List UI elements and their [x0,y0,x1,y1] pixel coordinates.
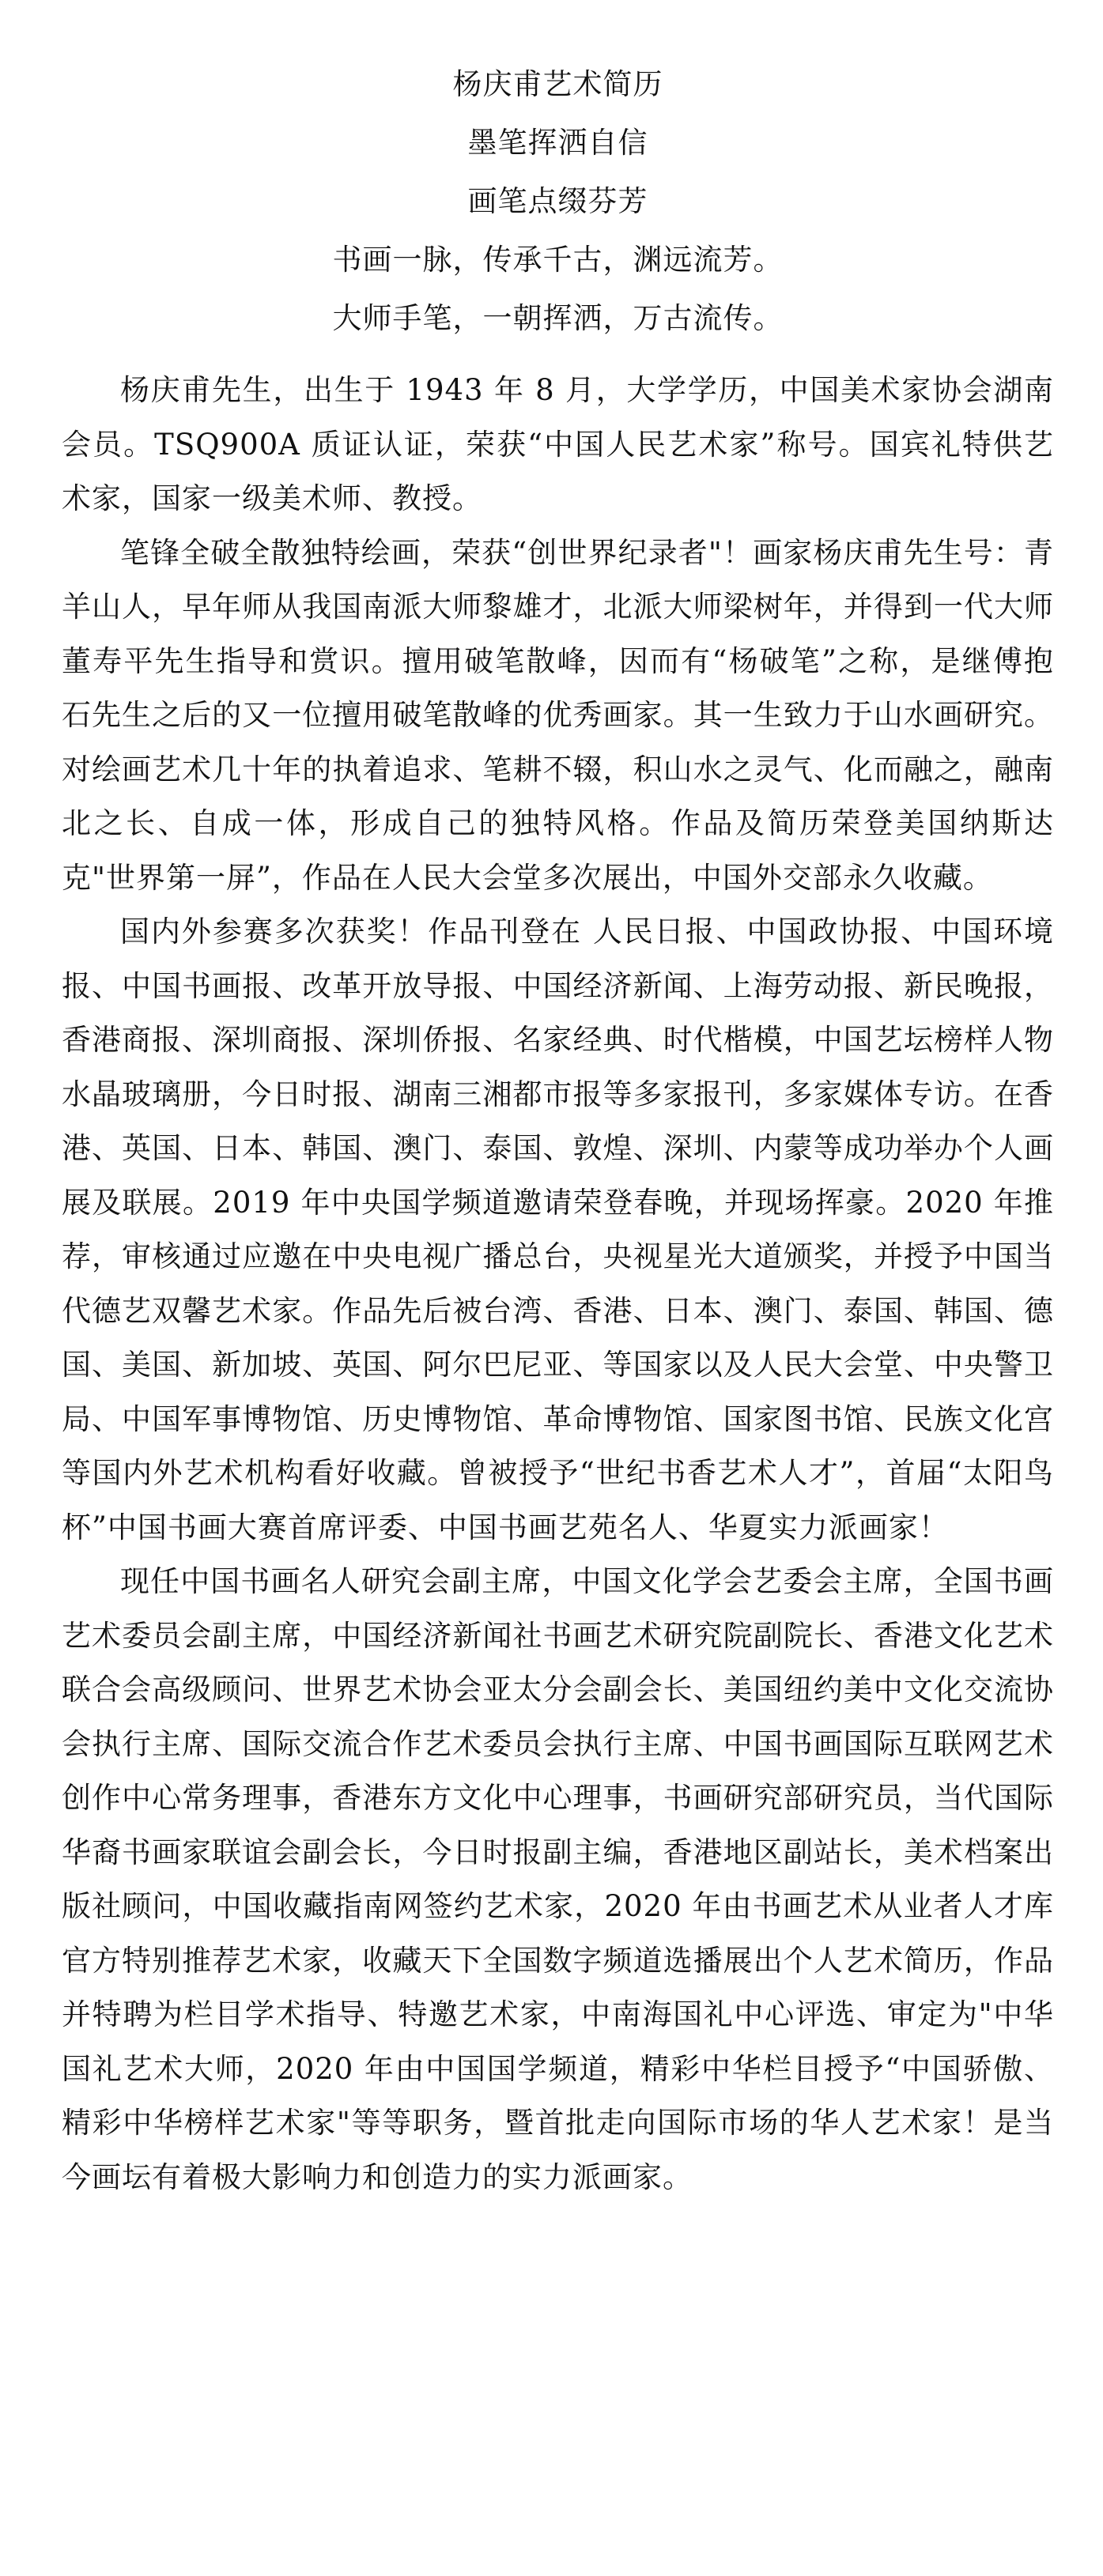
paragraph-intro: 杨庆甫先生，出生于 1943 年 8 月，大学学历，中国美术家协会湖南会员。TSQ900A 质证认证，荣获“中国人民艺术家”称号。国宾礼特供艺术家，国家一级美术师、教授。 [62,373,1054,515]
document-title: 杨庆甫艺术简历 [452,67,663,101]
paragraph-style: 笔锋全破全散独特绘画，荣获“创世界纪录者"！画家杨庆甫先生号：青羊山人，早年师从我国南派大师黎雄才，北派大师梁树年，并得到一代大师董寿平先生指导和赏识。擅用破笔散峰，因而有“杨破笔”之称，是继傅抱石先生之后的又一位擅用破笔散峰的优秀画家。其一生致力于山水画研究。对绘画艺术几十年的执着追求、笔耕不辍，积山水之灵气、化而融之，融南北之长、自成一体，形成自己的独特风格。作品及简历荣登美国纳斯达克"世界第一屏”，作品在人民大会堂多次展出，中国外交部永久收藏。 [62,535,1054,895]
biography-body [62,364,1054,2204]
heading-block [62,55,1054,348]
subtitle-line-1: 墨笔挥洒自信 [467,126,648,160]
motto-line-2: 大师手笔，一朝挥洒，万古流传。 [332,301,784,335]
motto-line-1: 书画一脉，传承千古，渊远流芳。 [332,243,784,277]
subtitle-line-2: 画笔点缀芬芳 [467,184,648,218]
paragraph-awards: 国内外参赛多次获奖！作品刊登在 人民日报、中国政协报、中国环境报、中国书画报、改革开放导报、中国经济新闻、上海劳动报、新民晚报，香港商报、深圳商报、深圳侨报、名家经典、时代楷模，中国艺坛榜样人物水晶玻璃册，今日时报、湖南三湘都市报等多家报刊，多家媒体专访。在香港、英国、日本、韩国、澳门、泰国、敦煌、深圳、内蒙等成功举办个人画展及联展。2019 年中央国学频道邀请荣登春晚，并现场挥豪。2020 年推荐，审核通过应邀在中央电视广播总台，央视星光大道颁奖，并授予中国当代德艺双馨艺术家。作品先后被台湾、香港、日本、澳门、泰国、韩国、德国、美国、新加坡、英国、阿尔巴尼亚、等国家以及人民大会堂、中央警卫局、中国军事博物馆、历史博物馆、革命博物馆、国家图书馆、民族文化宫等国内外艺术机构看好收藏。曾被授予“世纪书香艺术人才”，首届“太阳鸟杯”中国书画大赛首席评委、中国书画艺苑名人、华夏实力派画家！ [62,915,1054,1544]
paragraph-positions: 现任中国书画名人研究会副主席，中国文化学会艺委会主席，全国书画艺术委员会副主席，中国经济新闻社书画艺术研究院副院长、香港文化艺术联合会高级顾问、世界艺术协会亚太分会副会长、美国纽约美中文化交流协会执行主席、国际交流合作艺术委员会执行主席、中国书画国际互联网艺术创作中心常务理事，香港东方文化中心理事，书画研究部研究员，当代国际华裔书画家联谊会副会长，今日时报副主编，香港地区副站长，美术档案出版社顾问，中国收藏指南网签约艺术家，2020 年由书画艺术从业者人才库官方特别推荐艺术家，收藏天下全国数字频道选播展出个人艺术简历，作品并特聘为栏目学术指导、特邀艺术家，中南海国礼中心评选、审定为"中华国礼艺术大师，2020 年由中国国学频道，精彩中华栏目授予“中国骄傲、精彩中华榜样艺术家"等等职务，暨首批走向国际市场的华人艺术家！是当今画坛有着极大影响力和创造力的实力派画家。 [62,1564,1054,2194]
